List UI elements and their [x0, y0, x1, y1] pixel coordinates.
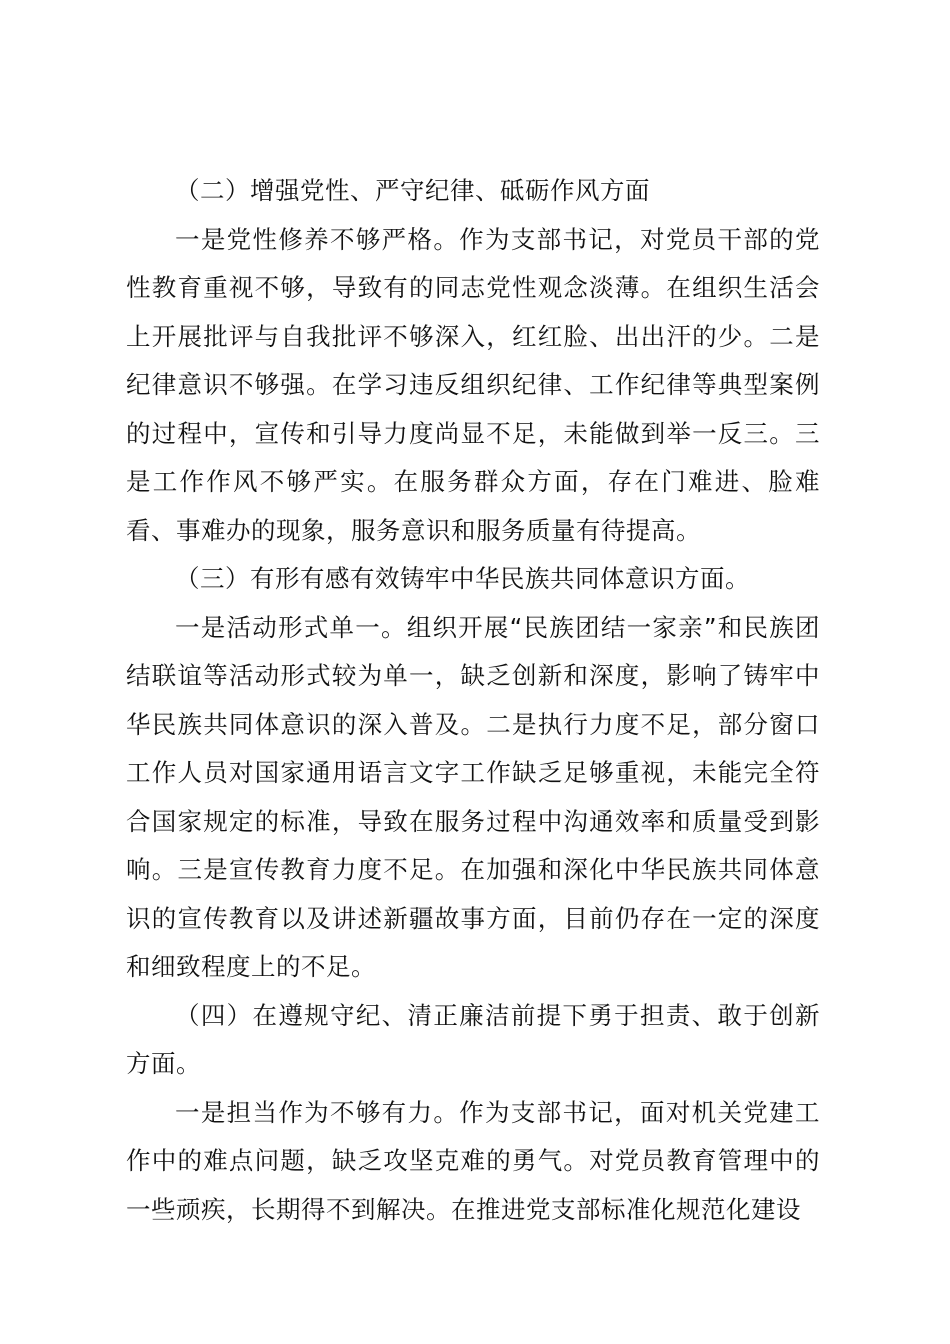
- paragraph-national-unity: 一是活动形式单一。组织开展“民族团结一家亲”和民族团结联谊等活动形式较为单一，缺乏创新和深度，影响了铸牢中华民族共同体意识的深入普及。二是执行力度不足，部分窗口工作人员对国家通用语言文字工作缺乏足够重视，未能完全符合国家规定的标准，导致在服务过程中沟通效率和质量受到影响。三是宣传教育力度不足。在加强和深化中华民族共同体意识的宣传教育以及讲述新疆故事方面，目前仍存在一定的深度和细致程度上的不足。: [126, 612, 820, 981]
- section-heading-3: （三）有形有感有效铸牢中华民族共同体意识方面。: [175, 564, 750, 593]
- paragraph-party-spirit: 一是党性修养不够严格。作为支部书记，对党员干部的党性教育重视不够，导致有的同志党性观念淡薄。在组织生活会上开展批评与自我批评不够深入，红红脸、出出汗的少。二是纪律意识不够强。在学习违反组织纪律、工作纪律等典型案例的过程中，宣传和引导力度尚显不足，未能做到举一反三。三是工作作风不够严实。在服务群众方面，存在门难进、脸难看、事难办的现象，服务意识和服务质量有待提高。: [126, 224, 820, 545]
- section-heading-2: （二）增强党性、严守纪律、砥砺作风方面: [175, 176, 650, 205]
- document-body: [126, 167, 820, 1234]
- paragraph-responsibility: 一是担当作为不够有力。作为支部书记，面对机关党建工作中的难点问题，缺乏攻坚克难的勇气。对党员教育管理中的一些顽疾，长期得不到解决。在推进党支部标准化规范化建设: [126, 1097, 820, 1224]
- section-heading-4: （四）在遵规守纪、清正廉洁前提下勇于担责、敢于创新方面。: [126, 1000, 820, 1078]
